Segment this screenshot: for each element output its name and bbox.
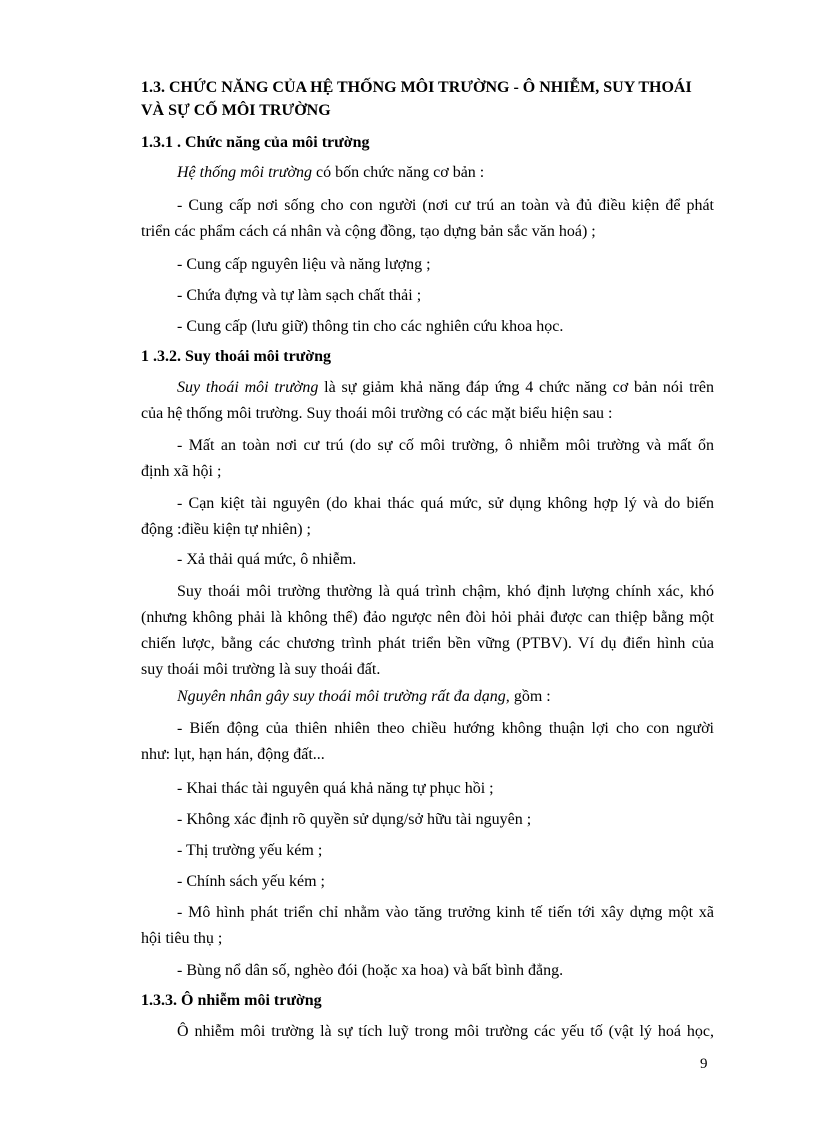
pollution-line1: Ô nhiễm môi trường là sự tích luỹ trong môi trường các yếu tố (vật lý hoá học, — [177, 1023, 714, 1040]
def-line2: của hệ thống môi trường. Suy thoái môi trường có các mặt biểu hiện sau : — [141, 405, 613, 422]
section-heading-line1: 1.3. CHỨC NĂNG CỦA HỆ THỐNG MÔI TRƯỜNG - Ô NHIỄM, SUY THOÁI — [141, 79, 692, 96]
def-italic: Suy thoái môi trường — [177, 379, 319, 396]
cause-5: - Chính sách yếu kém ; — [177, 873, 325, 890]
intro-rest: có bốn chức năng cơ bản : — [312, 164, 485, 181]
para-line3: chiến lược, bằng các chương trình phát triển bền vững (PTBV). Ví dụ điển hình của — [141, 635, 714, 652]
para-line1: Suy thoái môi trường thường là quá trình chậm, khó định lượng chính xác, khó — [177, 583, 714, 600]
subsection-1-3-2-heading: 1 .3.2. Suy thoái môi trường — [141, 348, 332, 365]
para-line4: suy thoái môi trường là suy thoái đất. — [141, 661, 381, 678]
b1-line1: - Mất an toàn nơi cư trú (do sự cố môi trường, ô nhiễm môi trường và mất ổn — [177, 437, 714, 454]
def-rest: là sự giảm khả năng đáp ứng 4 chức năng cơ bản nói trên — [318, 379, 715, 396]
cause-4: - Thị trường yếu kém ; — [177, 842, 323, 859]
degradation-definition — [141, 378, 714, 424]
b1-line2: định xã hội ; — [141, 463, 222, 480]
section-heading — [141, 76, 714, 122]
function-item-1 — [141, 196, 714, 242]
function-item-3: - Chứa đựng và tự làm sạch chất thải ; — [177, 287, 422, 304]
function-item-2: - Cung cấp nguyên liệu và năng lượng ; — [177, 256, 431, 273]
section-heading-line2: VÀ SỰ CỐ MÔI TRƯỜNG — [141, 102, 331, 119]
b2-line1: - Cạn kiệt tài nguyên (do khai thác quá mức, sử dụng không hợp lý và do biến — [177, 495, 714, 512]
cause-1 — [141, 719, 714, 765]
manifest-1 — [141, 436, 714, 482]
subsection-1-3-3-heading: 1.3.3. Ô nhiễm môi trường — [141, 992, 322, 1009]
cause-italic: Nguyên nhân gây suy thoái môi trường rất đa dạng, — [177, 688, 510, 705]
subsection-1-3-1-heading: 1.3.1 . Chức năng của môi trường — [141, 134, 370, 151]
cause-7: - Bùng nổ dân số, nghèo đói (hoặc xa hoa) và bất bình đẳng. — [177, 962, 564, 979]
causes-intro — [141, 687, 714, 707]
page-number: 9 — [700, 1056, 708, 1072]
cause-3: - Không xác định rõ quyền sử dụng/sở hữu tài nguyên ; — [177, 811, 532, 828]
c1-line2: như: lụt, hạn hán, động đất... — [141, 746, 325, 763]
c1-line1: - Biến động của thiên nhiên theo chiều hướng không thuận lợi cho con người — [177, 720, 714, 737]
function-item-4: - Cung cấp (lưu giữ) thông tin cho các nghiên cứu khoa học. — [177, 318, 564, 335]
c6-line1: - Mô hình phát triển chỉ nhằm vào tăng trưởng kinh tế tiến tới xây dựng một xã — [177, 904, 714, 921]
manifest-3: - Xả thải quá mức, ô nhiễm. — [177, 551, 357, 568]
functions-intro — [141, 163, 714, 183]
b2-line2: động :điều kiện tự nhiên) ; — [141, 521, 311, 538]
cause-6 — [141, 903, 714, 949]
cause-rest: gồm : — [509, 688, 551, 705]
c6-line2: hội tiêu thụ ; — [141, 930, 223, 947]
def-line1 — [141, 378, 714, 398]
item1-line1: - Cung cấp nơi sống cho con người (nơi cư trú an toàn và đủ điều kiện để phát — [177, 197, 714, 214]
manifest-2 — [141, 494, 714, 540]
item1-line2: triển các phẩm cách cá nhân và cộng đồng, tạo dựng bản sắc văn hoá) ; — [141, 223, 596, 240]
degradation-paragraph — [141, 582, 714, 680]
cause-2: - Khai thác tài nguyên quá khả năng tự phục hồi ; — [177, 780, 494, 797]
para-line2: (nhưng không phải là không thể) đảo ngược nên đòi hỏi phải được can thiệp bằng một — [141, 609, 714, 626]
intro-italic: Hệ thống môi trường — [177, 164, 313, 181]
